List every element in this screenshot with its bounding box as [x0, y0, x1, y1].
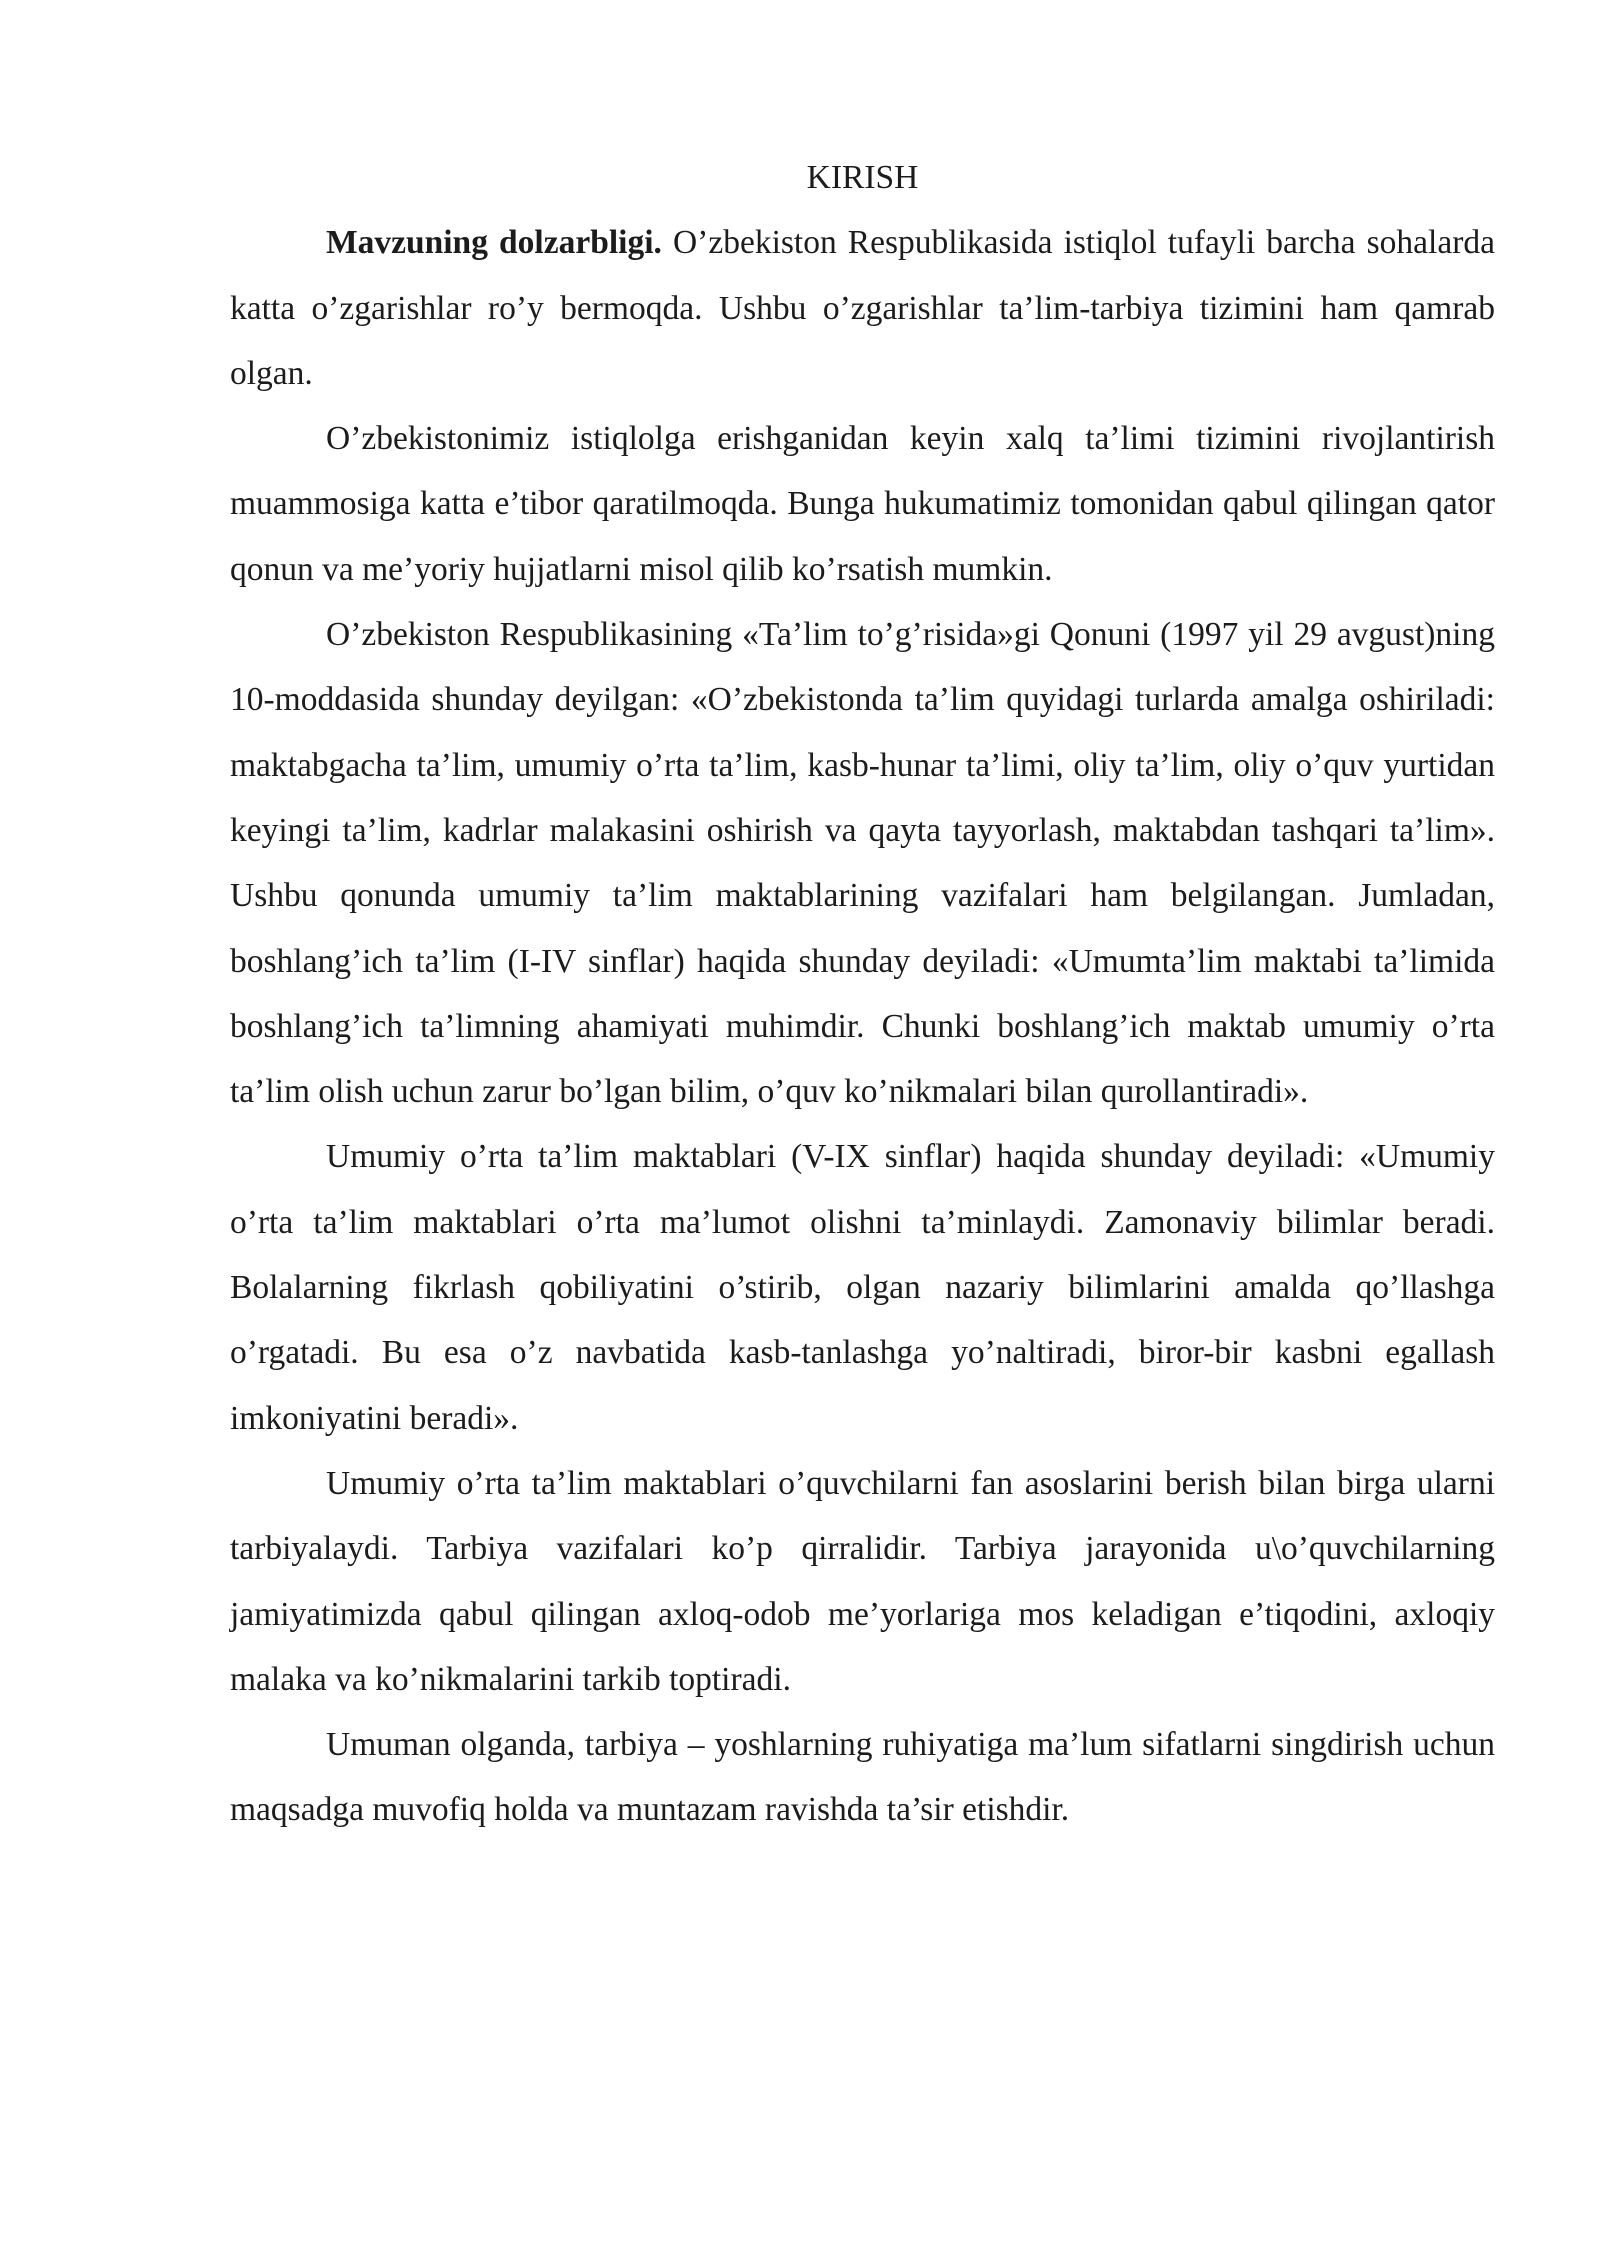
paragraph-education-law [230, 602, 1495, 1124]
paragraph-text: Umumiy o’rta ta’lim maktablari (V-IX sinflar) haqida shunday deyiladi: «Umumiy o’rta ta’lim maktablari o’rta ma’lumot olishni ta’minlaydi. Zamonaviy bilimlar beradi. Bolalarning fikrlash qobiliyatini o’stirib, olgan nazariy bilimlarini amalda qo’llashga o’rgatadi. Bu esa o’z navbatida kasb-tanlashga yo’naltiradi, biror-bir kasbni egallash imkoniyatini beradi». [230, 1138, 1495, 1437]
paragraph-text: Umuman olganda, tarbiya – yoshlarning ruhiyatiga ma’lum sifatlarni singdirish uchun maqsadga muvofiq holda va muntazam ravishda ta’sir etishdir. [230, 1726, 1495, 1829]
paragraph-secondary-schools [230, 1124, 1495, 1450]
paragraph-text: O’zbekistonimiz istiqlolga erishganidan keyin xalq ta’limi tizimini rivojlantirish muammosiga katta e’tibor qaratilmoqda. Bunga hukumatimiz tomonidan qabul qilingan qator qonun va me’yoriy hujjatlarni misol qilib ko’rsatish mumkin. [230, 420, 1495, 588]
paragraph-education-system [230, 406, 1495, 602]
document-page [230, 145, 1495, 1843]
paragraph-text: O’zbekiston Respublikasining «Ta’lim to’g’risida»gi Qonuni (1997 yil 29 avgust)ning 10-moddasida shunday deyilgan: «O’zbekistonda ta’lim quyidagi turlarda amalga oshiriladi: maktabgacha ta’lim, umumiy o’rta ta’lim, kasb-hunar ta’limi, oliy ta’lim, oliy o’quv yurtidan keyingi ta’lim, kadrlar malakasini oshirish va qayta tayyorlash, maktabdan tashqari ta’lim». Ushbu qonunda umumiy ta’lim maktablarining vazifalari ham belgilangan. Jumladan, boshlang’ich ta’lim (I-IV sinflar) haqida shunday deyiladi: «Umumta’lim maktabi ta’limida boshlang’ich ta’limning ahamiyati muhimdir. Chunki boshlang’ich maktab umumiy o’rta ta’lim olish uchun zarur bo’lgan bilim, o’quv ko’nikmalari bilan qurollantiradi». [230, 616, 1495, 1111]
paragraph-text: Umumiy o’rta ta’lim maktablari o’quvchilarni fan asoslarini berish bilan birga ularni tarbiyalaydi. Tarbiya vazifalari ko’p qirralidir. Tarbiya jarayonida u\o’quvchilarning jamiyatimizda qabul qilingan axloq-odob me’yorlariga mos keladigan e’tiqodini, axloqiy malaka va ko’nikmalarini tarkib toptiradi. [230, 1464, 1495, 1698]
paragraph-text: O’zbekiston Respublikasida istiqlol tufayli barcha sohalarda katta o’zgarishlar ro’y bermoqda. Ushbu o’zgarishlar ta’lim-tarbiya tizimini ham qamrab olgan. [230, 224, 1496, 392]
paragraph-upbringing-definition [230, 1712, 1495, 1843]
paragraph-relevance [230, 210, 1495, 406]
paragraph-upbringing-tasks [230, 1451, 1495, 1712]
page-title: KIRISH [806, 159, 919, 196]
paragraph-lead-bold: Mavzuning dolzarbligi. [326, 224, 662, 262]
